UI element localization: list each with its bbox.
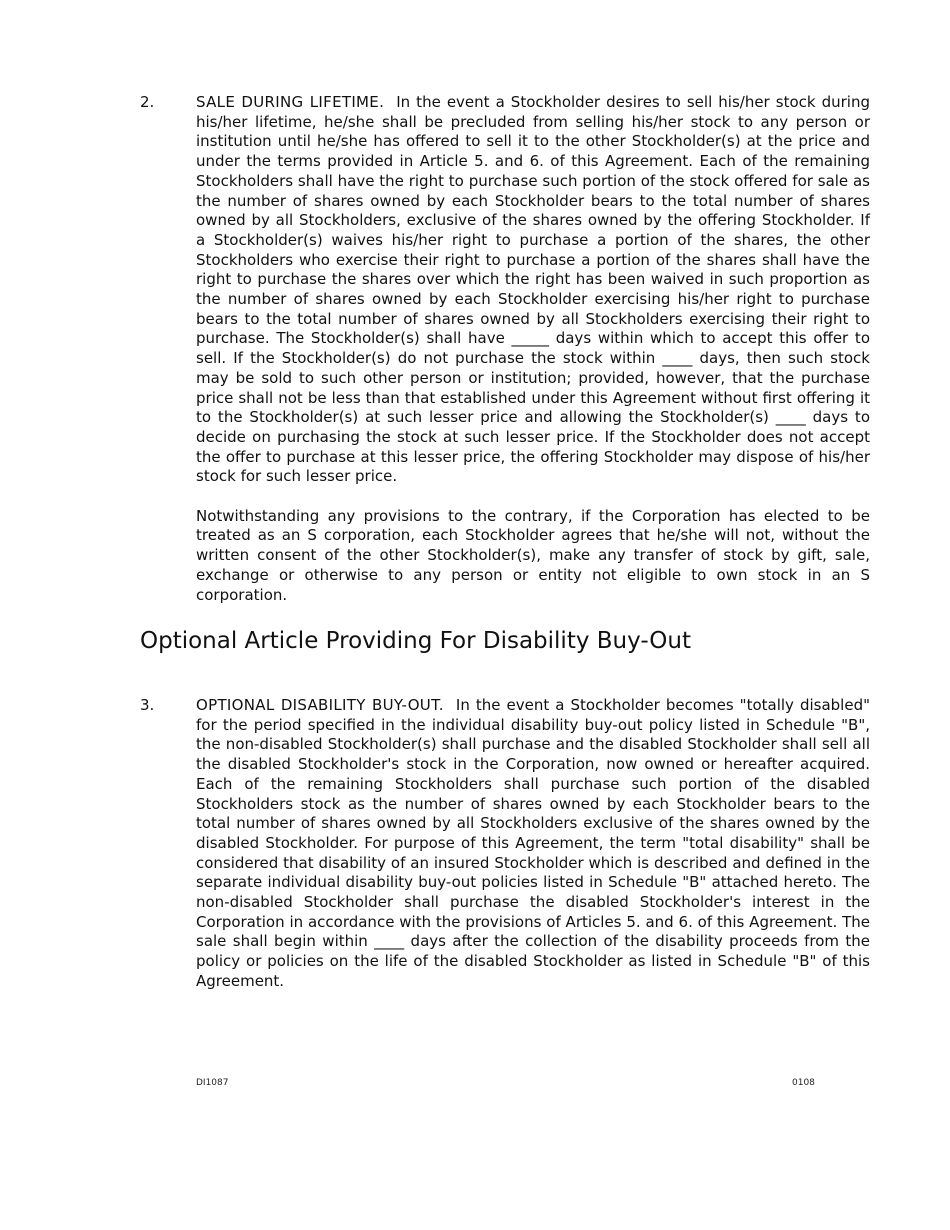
section-lead-title: SALE DURING LIFETIME. <box>196 93 385 111</box>
article-heading: Optional Article Providing For Disability Buy-Out <box>140 628 691 654</box>
footer-form-code: DI1087 <box>196 1078 229 1088</box>
section-2 <box>140 93 870 605</box>
section-number: 3. <box>140 696 155 714</box>
section-body <box>196 696 870 992</box>
paragraph <box>196 93 870 487</box>
paragraph-text: In the event a Stockholder becomes "totally disabled" for the period specified in the individual disability buy-out policy listed in Schedule "B", the non-disabled Stockholder(s) shall purchase and the disabled Stockholder shall sell all the disabled Stockholder's stock in the Corporation, now owned or hereafter acquired. Each of the remaining Stockholders shall purchase such portion of the disabled Stockholders stock as the number of shares owned by each Stockholder bears to the total number of shares owned by all Stockholders exclusive of the shares owned by the disabled Stockholder. For purpose of this Agreement, the term "total disability" shall be considered that disability of an insured Stockholder which is described and defined in the separate individual disability buy-out policies listed in Schedule "B" attached hereto. The non-disabled Stockholder shall purchase the disabled Stockholder's interest in the Corporation in accordance with the provisions of Articles 5. and 6. of this Agreement. The sale shall begin within ____ days after the collection of the disability proceeds from the policy or policies on the life of the disabled Stockholder as listed in Schedule "B" of this Agreement. <box>196 696 870 990</box>
paragraph-text: In the event a Stockholder desires to sell his/her stock during his/her lifetime, he/she shall be precluded from selling his/her stock to any person or institution until he/she has offered to sell it to the other Stockholder(s) at the price and under the terms provided in Article 5. and 6. of this Agreement. Each of the remaining Stockholders shall have the right to purchase such portion of the stock offered for sale as the number of shares owned by each Stockholder bears to the total number of shares owned by all Stockholders, exclusive of the shares owned by the offering Stockholder. If a Stockholder(s) waives his/her right to purchase a portion of the shares, the other Stockholders who exercise their right to purchase a portion of the shares shall have the right to purchase the shares over which the right has been waived in such proportion as the number of shares owned by each Stockholder exercising his/her right to purchase bears to the total number of shares owned by all Stockholders exercising their right to purchase. The Stockholder(s) shall have _____ days within which to accept this offer to sell. If the Stockholder(s) do not purchase the stock within ____ days, then such stock may be sold to such other person or institution; provided, however, that the purchase price shall not be less than that established under this Agreement without first offering it to the Stockholder(s) at such lesser price and allowing the Stockholder(s) ____ days to decide on purchasing the stock at such lesser price. If the Stockholder does not accept the offer to purchase at this lesser price, the offering Stockholder may dispose of his/her stock for such lesser price. <box>196 93 870 486</box>
section-lead-title: OPTIONAL DISABILITY BUY-OUT. <box>196 696 444 714</box>
paragraph <box>196 696 870 992</box>
section-body <box>196 93 870 605</box>
footer-revision-code: 0108 <box>792 1078 815 1088</box>
paragraph: Notwithstanding any provisions to the contrary, if the Corporation has elected to be treated as an S corporation, each Stockholder agrees that he/she will not, without the written consent of the other Stockholder(s), make any transfer of stock by gift, sale, exchange or otherwise to any person or entity not eligible to own stock in an S corporation. <box>196 506 870 604</box>
section-number: 2. <box>140 93 155 111</box>
section-3 <box>140 696 870 992</box>
